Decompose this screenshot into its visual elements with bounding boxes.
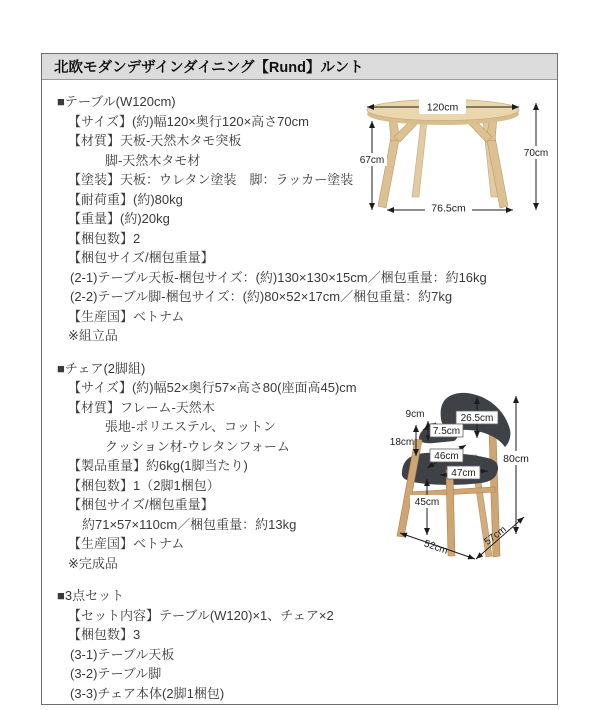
table-country-line: 【生産国】ベトナム <box>68 308 185 324</box>
chair-weight-line: 【製品重量】約6kg(1脚当たり) <box>68 458 248 473</box>
chair-size-line: 【サイズ】(約)幅52×奥行57×高さ80(座面高45)cm <box>68 380 357 395</box>
table-package-1: (2-1)テーブル天板-梱包サイズ：(約)130×130×15cm／梱包重量：約16kg <box>70 269 487 285</box>
dim-chair-width <box>400 533 475 560</box>
table-load-line: 【耐荷重】(約)80kg <box>68 191 183 207</box>
chair-seat-width-label: 47cm <box>451 468 476 479</box>
page-title-bar <box>42 54 557 80</box>
set-contents-line: 【セット内容】テーブル(W120)×1、チェア×2 <box>68 607 334 623</box>
table-paint-line: 【塗装】天板：ウレタン塗装 脚：ラッカー塗装 <box>68 172 354 187</box>
chair-front-left-leg <box>397 439 422 537</box>
table-leg-span-label: 76.5cm <box>431 202 466 215</box>
chair-package-count: 【梱包数】1（2脚1梱包） <box>68 477 220 493</box>
chair-material-line3: クッション材-ウレタンフォーム <box>105 438 290 454</box>
set-package-3: (3-3)チェア本体(2脚1梱包) <box>70 685 225 701</box>
table-material-line2: 脚-天然木タモ材 <box>105 152 201 168</box>
set-spec-heading: ■3点セット <box>57 588 125 603</box>
chair-seat-inner-label: 46cm <box>434 451 459 462</box>
set-package-1: (3-1)テーブル天板 <box>70 646 175 662</box>
chair-total-height-label: 80cm <box>503 453 529 465</box>
table-spec-heading: ■テーブル(W120cm) <box>57 94 176 109</box>
chair-package-heading: 【梱包サイズ/梱包重量】 <box>68 497 214 512</box>
chair-package-size: 約71×57×110cm／梱包重量：約13kg <box>82 516 297 532</box>
chair-material-line: 【材質】フレーム-天然木 <box>68 399 215 415</box>
chair-width-label: 52cm <box>422 538 450 557</box>
table-total-height-label: 70cm <box>523 148 549 159</box>
table-leg-height-label: 67cm <box>359 155 385 166</box>
table-material-line: 【材質】天板-天然木タモ突板 <box>68 133 242 148</box>
set-package-count: 【梱包数】3 <box>68 627 141 642</box>
dim-table-total-height <box>520 103 552 210</box>
table-note-line: ※組立品 <box>68 328 118 343</box>
chair-spec-heading: ■チェア(2脚組) <box>57 360 146 376</box>
spec-panel <box>41 53 558 705</box>
chair-arm-depth-label: 9cm <box>405 409 425 420</box>
table-diagram <box>355 95 555 220</box>
dim-table-leg-span <box>387 201 513 215</box>
table-leg-inner-left <box>412 121 427 197</box>
set-spec-section <box>57 586 542 703</box>
table-package-heading: 【梱包サイズ/梱包重量】 <box>68 250 214 265</box>
chair-note-line: ※完成品 <box>68 555 118 571</box>
table-package-count: 【梱包数】2 <box>68 230 141 246</box>
dim-chair-seat-height <box>410 479 444 535</box>
set-package-2: (3-2)テーブル脚 <box>70 666 162 681</box>
chair-material-line2: 張地-ポリエステル、コットン <box>105 419 276 434</box>
chair-country-line: 【生産国】ベトナム <box>68 536 185 551</box>
page-title: 北欧モダンデザインダイニング【Rund】ルント <box>54 60 364 76</box>
chair-arm-thickness-label: 7.5cm <box>432 426 461 437</box>
table-diameter-label: 120cm <box>426 101 459 114</box>
chair-depth-label: 57cm <box>482 524 509 548</box>
table-weight-line: 【重量】(約)20kg <box>68 211 170 226</box>
chair-seat-height-label: 45cm <box>414 497 440 508</box>
chair-arm-to-seat-label: 18cm <box>389 437 415 448</box>
table-size-line: 【サイズ】(約)幅120×奥行120×高さ70cm <box>68 113 309 129</box>
chair-diagram <box>383 383 555 565</box>
chair-back-height-label: 26.5cm <box>460 413 494 424</box>
table-package-2: (2-2)テーブル脚-梱包サイズ：(約)80×52×17cm／梱包重量：約7kg <box>70 289 453 304</box>
table-leg-left <box>378 137 399 208</box>
table-legs <box>378 117 508 208</box>
